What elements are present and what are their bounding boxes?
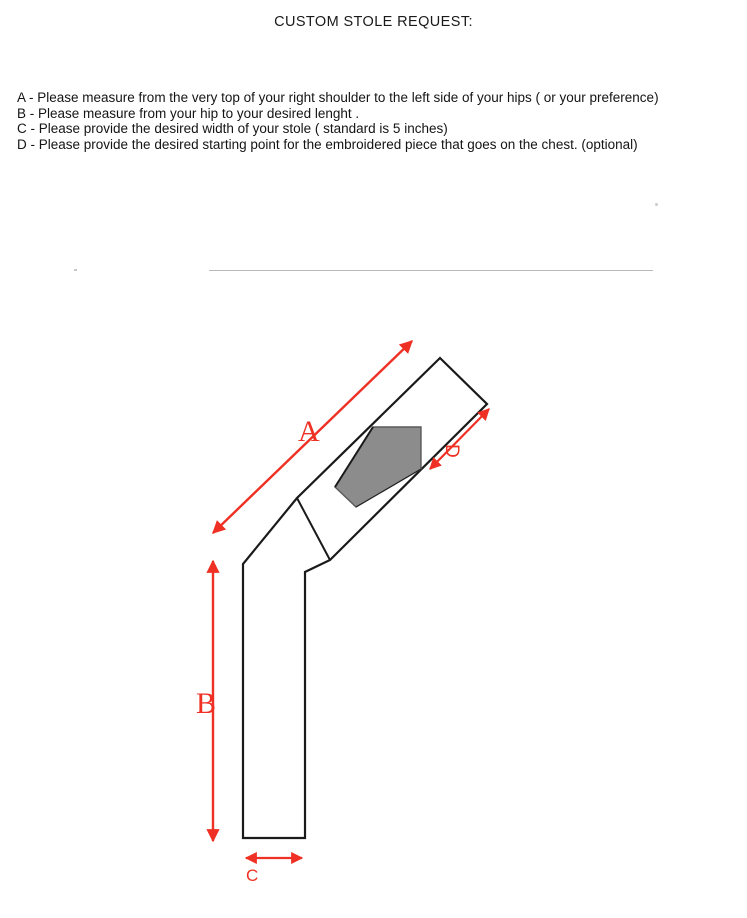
stole-outline [243, 358, 487, 838]
label-d: D [441, 444, 462, 458]
label-b: B [196, 687, 217, 720]
label-a: A [298, 415, 320, 448]
instruction-line-d: D - Please provide the desired starting point for the embroidered piece that goes on the chest. (optional) [17, 136, 638, 152]
page-title: CUSTOM STOLE REQUEST: [274, 14, 473, 30]
label-c: C [246, 866, 259, 885]
instruction-line-b: B - Please measure from your hip to your desired lenght . [17, 105, 360, 121]
stole-shape [243, 358, 487, 838]
instruction-line-a: A - Please measure from the very top of your right shoulder to the left side of your hips ( or your preference) [17, 90, 659, 105]
instruction-line-c: C - Please provide the desired width of your stole ( standard is 5 inches) [17, 121, 448, 136]
